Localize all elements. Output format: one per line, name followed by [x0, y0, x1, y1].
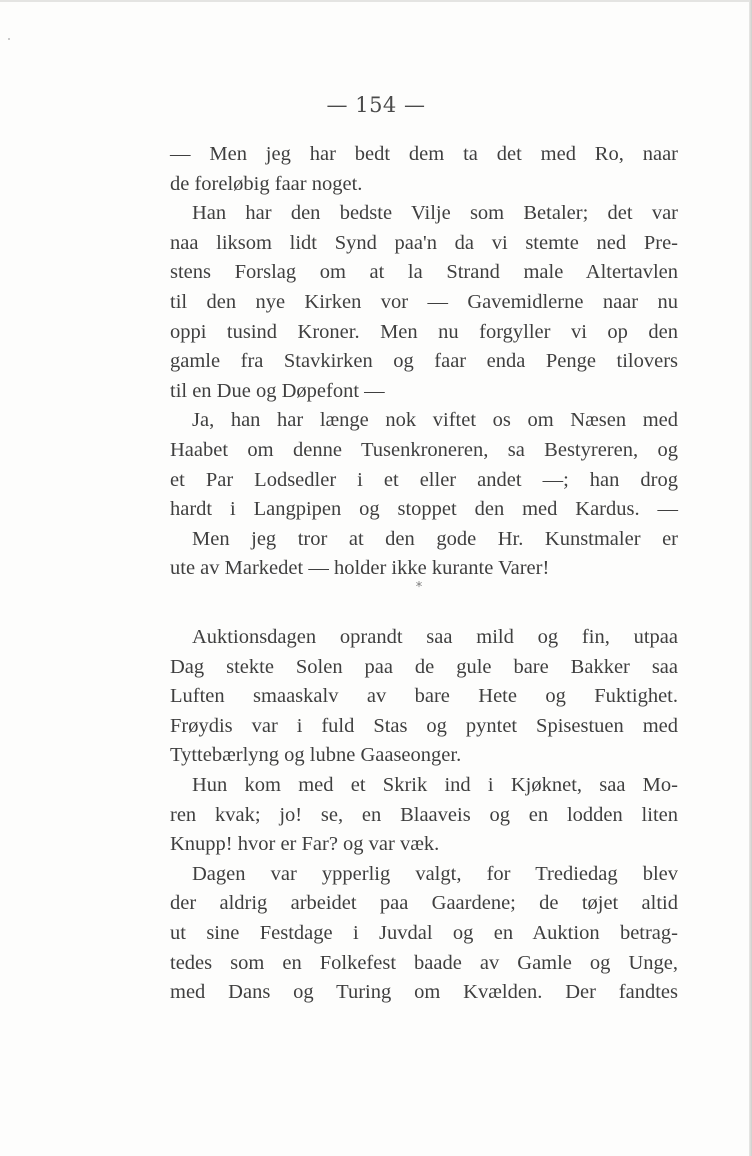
text-line: Frøydis var i fuld Stas og pyntet Spisestuen med [170, 714, 678, 737]
text-line: — Men jeg har bedt dem ta det med Ro, naar [170, 143, 678, 165]
text-line: et Par Lodsedler i et eller andet —; han drog [170, 468, 678, 491]
text-line: Men jeg tror at den gode Hr. Kunstmaler er [192, 527, 678, 550]
text-line: Hun kom med et Skrik ind i Kjøknet, saa Mo- [192, 773, 678, 796]
text-line: der aldrig arbeidet paa Gaardene; de tøjet altid [170, 892, 678, 915]
text-line: ren kvak; jo! se, en Blaaveis og en lodden liten [170, 803, 678, 826]
text-line: til den nye Kirken vor — Gavemidlerne naar nu [170, 290, 678, 313]
paper-speck [8, 38, 10, 40]
text-line: Tyttebærlyng og lubne Gaaseonger. [170, 744, 462, 767]
text-line: de foreløbig faar noget. [170, 172, 363, 195]
text-line: oppi tusind Kroner. Men nu forgyller vi op den [170, 320, 678, 343]
text-line: Ja, han har længe nok viftet os om Næsen med [192, 409, 678, 432]
text-section-2 [170, 623, 678, 1008]
text-line: Knupp! hvor er Far? og var væk. [170, 833, 440, 856]
text-line: Han har den bedste Vilje som Betaler; det var [192, 202, 678, 225]
text-line: naa liksom lidt Synd paa'n da vi stemte ned Pre- [170, 231, 678, 254]
text-line: gamle fra Stavkirken og faar enda Penge tilovers [170, 350, 678, 373]
text-line: stens Forslag om at la Strand male Altertavlen [170, 261, 678, 284]
text-line: ute av Markedet — holder ikke kurante Varer! [170, 557, 550, 580]
text-line: Dag stekte Solen paa de gule bare Bakker saa [170, 655, 678, 678]
section-separator: * [415, 580, 423, 595]
text-line: Auktionsdagen oprandt saa mild og fin, utpaa [192, 626, 678, 648]
page-number: — 154 — [326, 93, 426, 117]
text-line: Haabet om denne Tusenkroneren, sa Bestyreren, og [170, 438, 678, 461]
text-line: til en Due og Døpefont — [170, 379, 385, 402]
text-line: Dagen var ypperlig valgt, for Trediedag blev [192, 862, 678, 885]
text-line: med Dans og Turing om Kvælden. Der fandtes [170, 981, 678, 1004]
text-line: Luften smaaskalv av bare Hete og Fuktighet. [170, 685, 678, 708]
page-top-edge [0, 0, 752, 2]
text-line: tedes som en Folkefest baade av Gamle og Unge, [170, 951, 678, 974]
text-line: ut sine Festdage i Juvdal og en Auktion betrag- [170, 921, 678, 944]
text-line: hardt i Langpipen og stoppet den med Kardus. — [170, 498, 678, 521]
text-section-1 [170, 140, 678, 584]
